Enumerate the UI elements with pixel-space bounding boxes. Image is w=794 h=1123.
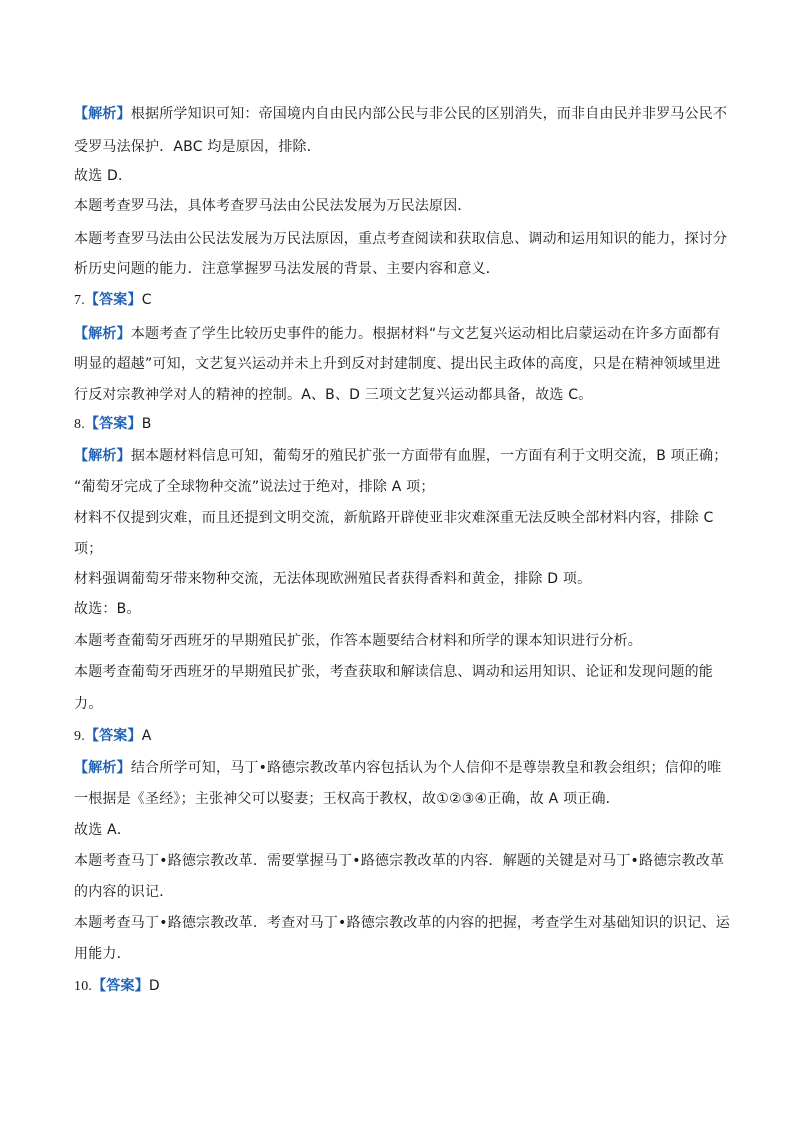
text-line [74, 137, 724, 157]
question-number: 7. [74, 293, 85, 308]
text-line [74, 631, 724, 651]
answer-label: 【答案】 [92, 978, 149, 994]
question-number: 9. [74, 729, 85, 744]
line-text: 故选 D． [74, 168, 133, 184]
text-line [74, 569, 724, 589]
line-text: 故选 A． [74, 822, 132, 838]
line-text: 本题考查葡萄牙西班牙的早期殖民扩张，作答本题要结合材料和所学的课本知识进行分析。 [74, 633, 642, 649]
line-text: 本题考查罗马法，具体考查罗马法由公民法发展为万民法原因． [74, 198, 472, 214]
text-line [74, 976, 724, 997]
text-line [74, 196, 724, 216]
line-text: C [141, 292, 152, 308]
line-text: 析历史问题的能力．注意掌握罗马法发展的背景、主要内容和意义． [74, 261, 500, 277]
line-text: 据本题材料信息可知，葡萄牙的殖民扩张一方面带有血腥，一方面有利于文明交流，B 项正确； [130, 448, 728, 464]
line-text: B [141, 416, 152, 432]
line-text: 受罗马法保护．ABC 均是原因，排除． [74, 139, 321, 155]
question-number: 10. [74, 979, 93, 994]
line-text: “葡萄牙完成了全球物种交流”说法过于绝对，排除 A 项； [74, 479, 435, 495]
text-line [74, 944, 724, 964]
text-line [74, 477, 724, 497]
line-text: A [141, 728, 152, 744]
text-line [74, 104, 728, 124]
text-line [74, 446, 728, 466]
text-line [74, 726, 724, 747]
analysis-label: 【解析】 [74, 760, 131, 776]
text-line [74, 259, 724, 279]
text-line [74, 414, 724, 435]
text-line [74, 290, 724, 311]
text-line [74, 166, 724, 186]
line-text: 结合所学可知，马丁•路德宗教改革内容包括认为个人信仰不是尊崇教皇和教会组织；信仰的唯 [130, 760, 722, 776]
line-text: 材料不仅提到灾难，而且还提到文明交流，新航路开辟使亚非灾难深重无法反映全部材料内容，排除 C [74, 510, 714, 526]
line-text: 根据所学知识可知：帝国境内自由民内部公民与非公民的区别消失，而非自由民并非罗马公民不 [130, 106, 728, 122]
answer-label: 【答案】 [84, 292, 142, 308]
text-line [74, 851, 724, 871]
line-text: D [148, 978, 160, 994]
line-text: 项； [74, 541, 103, 557]
text-line [74, 694, 724, 714]
line-text: 本题考查马丁•路德宗教改革．考查对马丁•路德宗教改革的内容的把握，考查学生对基础知识的识记、运 [74, 915, 730, 931]
text-line [74, 820, 724, 840]
text-line [74, 354, 724, 374]
text-line [74, 662, 724, 682]
line-text: 本题考查葡萄牙西班牙的早期殖民扩张，考查获取和解读信息、调动和运用知识、论证和发现问题的能 [74, 664, 713, 680]
analysis-label: 【解析】 [74, 448, 131, 464]
text-line [74, 758, 724, 778]
answer-label: 【答案】 [84, 728, 142, 744]
text-line [74, 324, 724, 344]
text-line [74, 539, 724, 559]
text-line [74, 789, 724, 809]
line-text: 行反对宗教神学对人的精神的控制。A、B、D 三项文艺复兴运动都具备，故选 C。 [74, 387, 593, 403]
line-text: 力。 [74, 696, 103, 712]
line-text: 本题考查了学生比较历史事件的能力。根据材料“与文艺复兴运动相比启蒙运动在许多方面都有 [130, 326, 721, 342]
question-number: 8. [74, 417, 85, 432]
text-line [74, 385, 724, 405]
line-text: 本题考查罗马法由公民法发展为万民法原因，重点考查阅读和获取信息、调动和运用知识的能力，探讨分 [74, 231, 728, 247]
text-line [74, 913, 730, 933]
line-text: 材料强调葡萄牙带来物种交流，无法体现欧洲殖民者获得香料和黄金，排除 D 项。 [74, 571, 592, 587]
text-line [74, 882, 724, 902]
text-line [74, 508, 724, 528]
line-text: 明显的超越”可知，文艺复兴运动并未上升到反对封建制度、提出民主政体的高度，只是在精神领域里进 [74, 356, 721, 372]
line-text: 故选：B。 [74, 601, 141, 617]
line-text: 的内容的识记． [74, 884, 174, 900]
answer-label: 【答案】 [84, 416, 142, 432]
line-text: 用能力． [74, 946, 131, 962]
text-line [74, 229, 728, 249]
text-line [74, 599, 724, 619]
line-text: 本题考查马丁•路德宗教改革．需要掌握马丁•路德宗教改革的内容．解题的关键是对马丁•路德宗教改革 [74, 853, 725, 869]
analysis-label: 【解析】 [74, 106, 131, 122]
line-text: 一根据是《圣经》；主张神父可以娶妻；王权高于教权，故①②③④正确，故 A 项正确． [74, 791, 620, 807]
analysis-label: 【解析】 [74, 326, 131, 342]
